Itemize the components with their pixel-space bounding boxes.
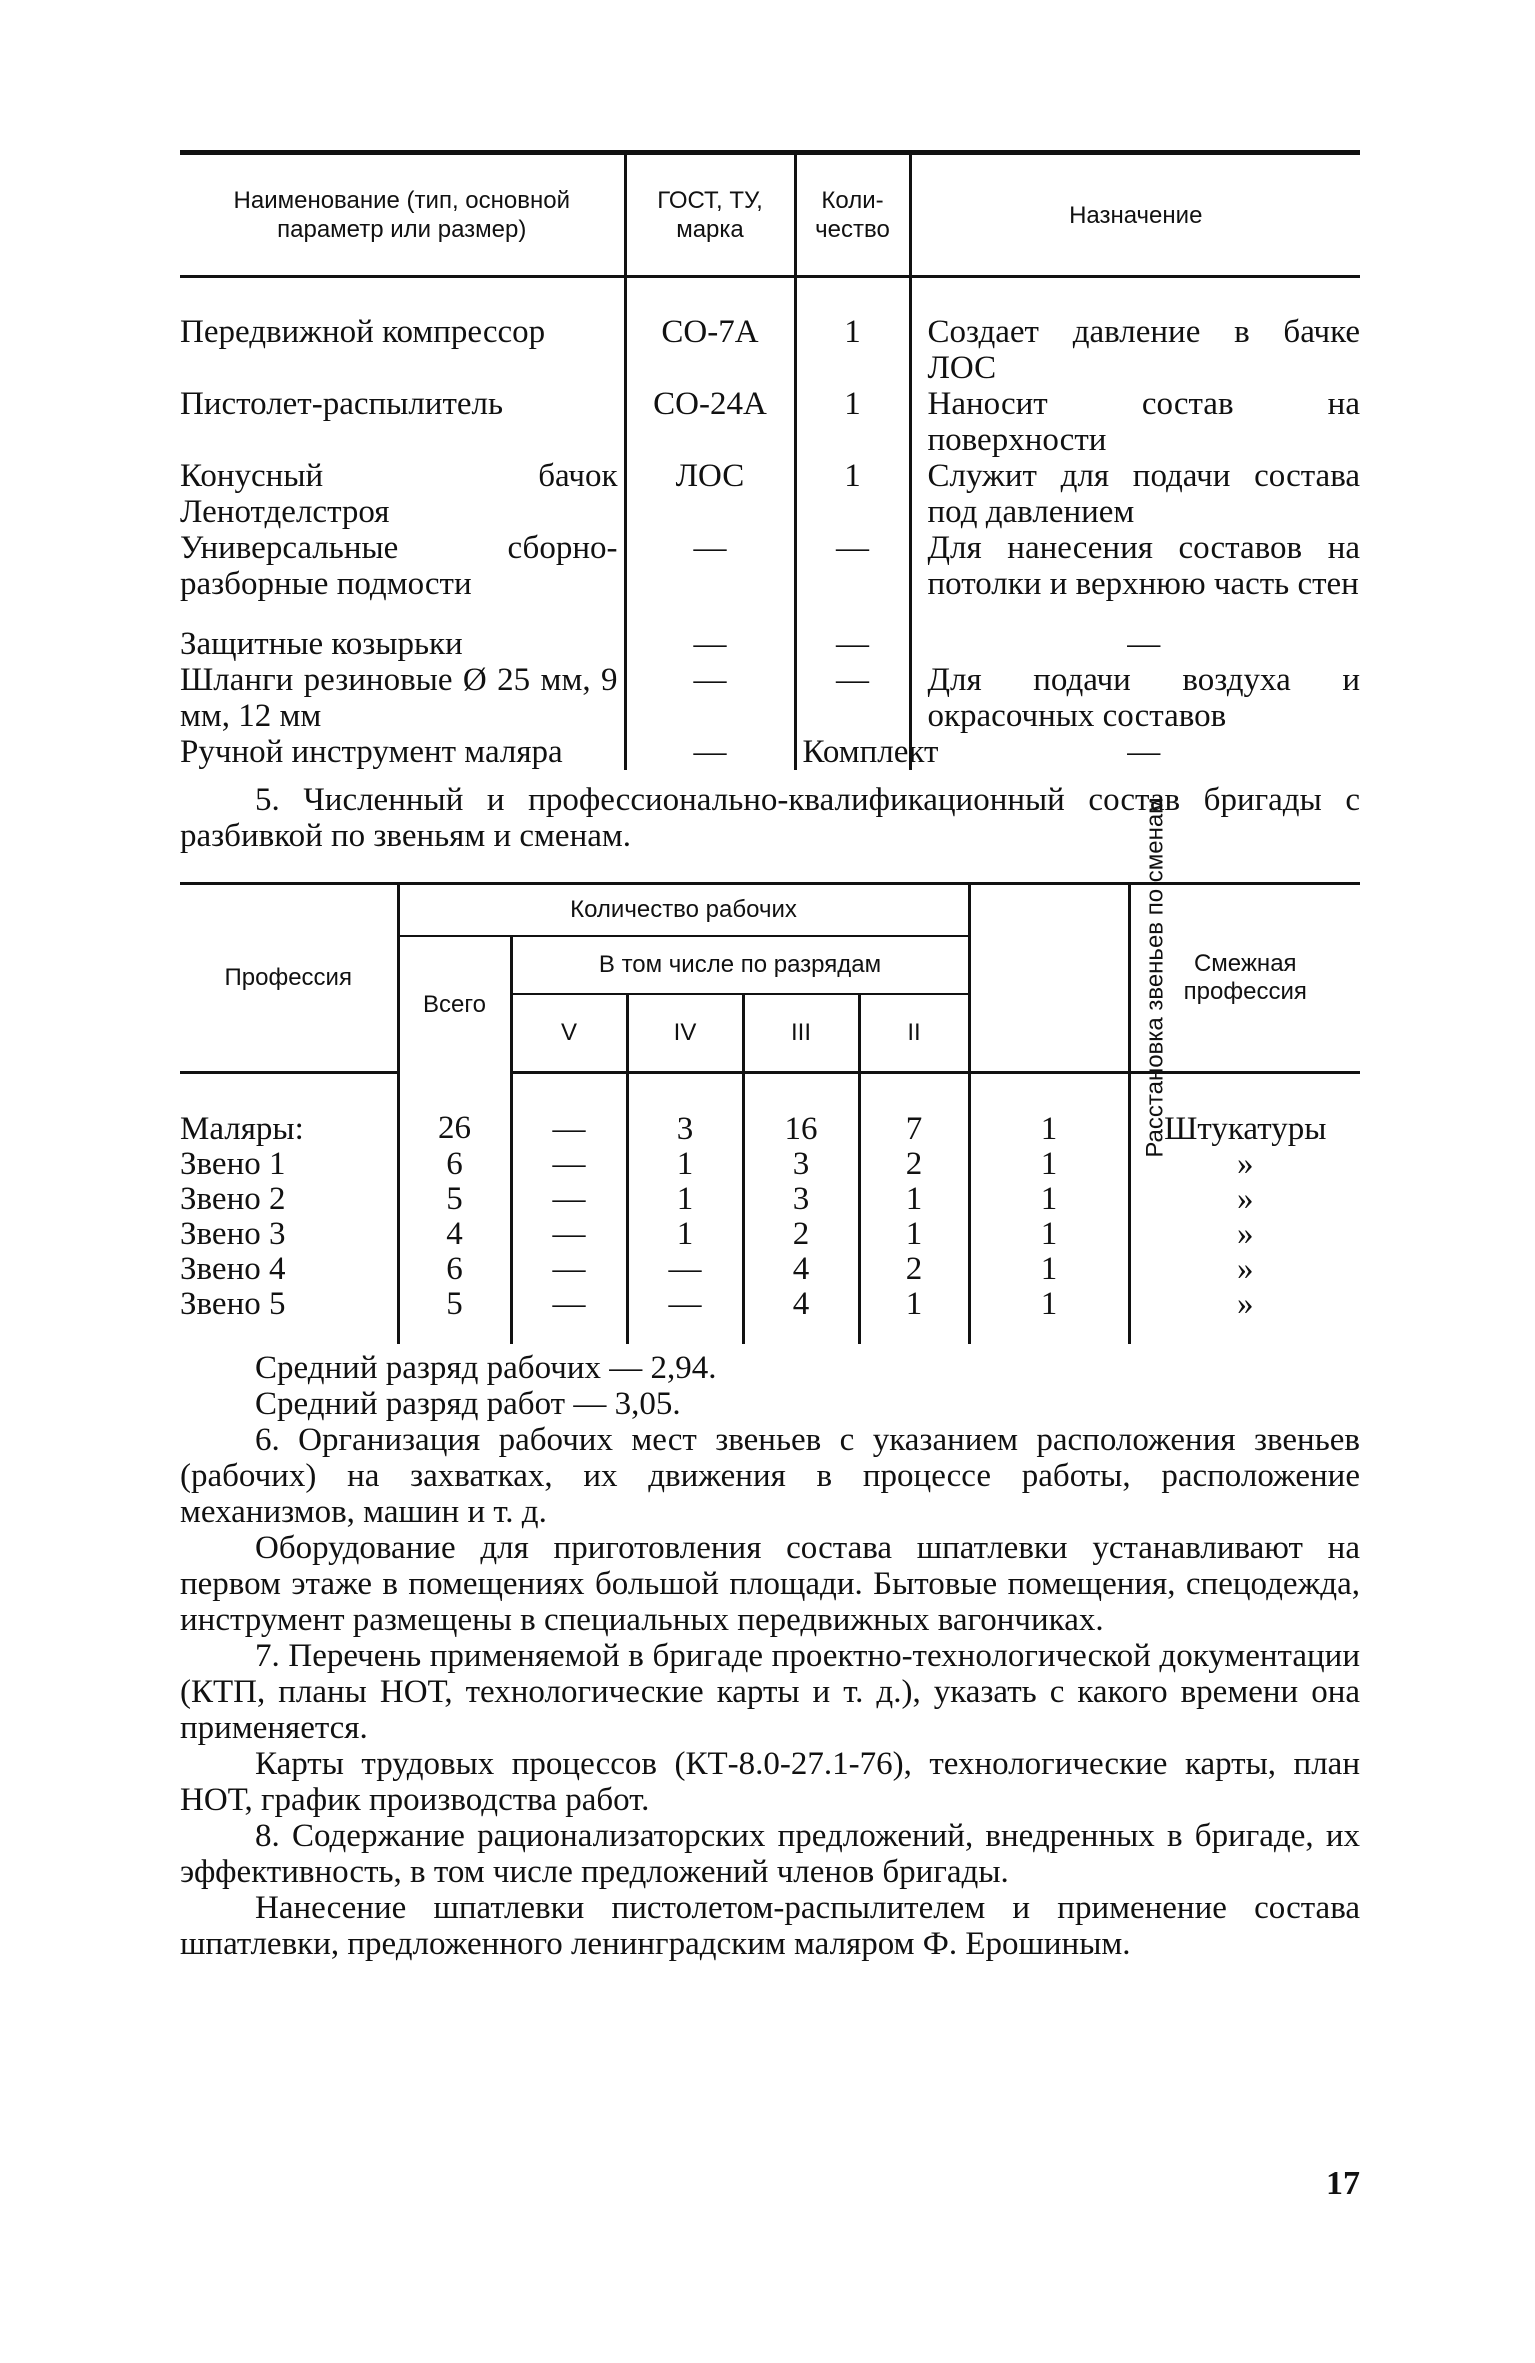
cell-grade-iii: 2 — [743, 1217, 859, 1252]
cell-purpose: — — [910, 734, 1360, 770]
cell-related: » — [1129, 1217, 1360, 1252]
cell-grade-iii: 3 — [743, 1182, 859, 1217]
table-row — [180, 1073, 1360, 1148]
cell-name: Ручной инструмент маляра — [180, 734, 563, 770]
cell-name: Передвижной компрессор — [180, 314, 546, 350]
cell-total: 4 — [398, 1217, 511, 1252]
cell-total: 5 — [398, 1287, 511, 1344]
cell-grade-ii: 2 — [859, 1252, 969, 1287]
header-grade-v: V — [511, 994, 627, 1073]
cell-profession: Маляры: — [180, 1111, 304, 1147]
cell-grade-iv: — — [627, 1252, 743, 1287]
header-workers-count: Количество рабочих — [398, 884, 969, 937]
cell-grade-v: — — [511, 1147, 627, 1182]
cell-shift: 1 — [969, 1217, 1129, 1252]
cell-grade-iv: — — [627, 1287, 743, 1344]
cell-qty: — — [795, 602, 910, 662]
cell-grade-iii: 4 — [743, 1287, 859, 1344]
header-total: Всего — [398, 936, 511, 1073]
cell-purpose: Служит для подачи состава под давлением — [910, 458, 1360, 530]
cell-profession: Звено 4 — [180, 1251, 286, 1287]
item-5-text: 5. Численный и профессионально-квалификационный состав бригады с разбивкой по звеньям и сменам. — [180, 782, 1360, 854]
equipment-table — [180, 150, 1360, 770]
equipment-paragraph: Оборудование для приготовления состава шпатлевки устанавливают на первом этаже в помещениях большой площади. Бытовые помещения, спецодежда, инструмент размещены в специальных передвижных вагончиках. — [180, 1530, 1360, 1638]
cell-qty: — — [795, 662, 910, 734]
cell-name: Шланги резиновые Ø 25 мм, 9 мм, 12 мм — [180, 662, 618, 734]
cell-related: » — [1129, 1182, 1360, 1217]
cell-gost: — — [625, 602, 795, 662]
cell-profession: Звено 1 — [180, 1146, 286, 1182]
cell-purpose: Создает давление в бачке ЛОС — [910, 277, 1360, 387]
cell-purpose: Наносит состав на поверхности — [910, 386, 1360, 458]
avg-grade-work: Средний разряд работ — 3,05. — [255, 1386, 681, 1422]
cell-qty: Комплект — [795, 734, 910, 770]
cell-grade-iv: 1 — [627, 1182, 743, 1217]
table-row — [180, 1182, 1360, 1217]
table-row — [180, 386, 1360, 458]
header-grade-ii: II — [859, 994, 969, 1073]
item-7-text: 7. Перечень применяемой в бригаде проектно-технологической документации (КТП, планы НОТ, технологические карты и т. д.), указать с какого времени она применяется. — [180, 1638, 1360, 1746]
cell-name: Защитные козырьки — [180, 626, 463, 662]
table-row — [180, 662, 1360, 734]
cell-gost: ЛОС — [625, 458, 795, 530]
page-number: 17 — [1326, 2165, 1360, 2202]
header-quantity: Коли-чество — [795, 153, 910, 277]
proposal-paragraph: Нанесение шпатлевки пистолетом-распылителем и применение состава шпатлевки, предложенного ленинградским маляром Ф. Ерошиным. — [180, 1890, 1360, 1962]
cell-shift: 1 — [969, 1182, 1129, 1217]
cell-grade-ii: 2 — [859, 1147, 969, 1182]
cell-purpose: Для нанесения составов на потолки и верхнюю часть стен — [910, 530, 1360, 602]
cell-related: » — [1129, 1287, 1360, 1344]
avg-grade-workers: Средний разряд рабочих — 2,94. — [255, 1350, 717, 1386]
cell-qty: 1 — [795, 458, 910, 530]
cell-gost: — — [625, 662, 795, 734]
cell-purpose: — — [910, 602, 1360, 662]
equipment-table-header — [180, 153, 1360, 277]
header-name: Наименование (тип, основной параметр или размер) — [180, 153, 625, 277]
cell-grade-iii: 16 — [743, 1073, 859, 1148]
cell-gost: — — [625, 530, 795, 602]
cell-qty: — — [795, 530, 910, 602]
table-row — [180, 1287, 1360, 1344]
table-row — [180, 458, 1360, 530]
cell-grade-ii: 7 — [859, 1073, 969, 1148]
cell-total: 5 — [398, 1182, 511, 1217]
cell-name: Пистолет-распылитель — [180, 386, 504, 422]
header-grade-iii: III — [743, 994, 859, 1073]
cell-grade-ii: 1 — [859, 1217, 969, 1252]
cell-grade-v: — — [511, 1182, 627, 1217]
cell-grade-ii: 1 — [859, 1287, 969, 1344]
cell-shift: 1 — [969, 1287, 1129, 1344]
header-profession: Профессия — [180, 884, 398, 1073]
cell-qty: 1 — [795, 277, 910, 387]
header-purpose: Назначение — [910, 153, 1360, 277]
cell-grade-iv: 1 — [627, 1147, 743, 1182]
cell-profession: Звено 3 — [180, 1216, 286, 1252]
cell-qty: 1 — [795, 386, 910, 458]
header-related-profession: Смежная профессия — [1129, 884, 1360, 1073]
cell-related: » — [1129, 1252, 1360, 1287]
cell-total: 6 — [398, 1252, 511, 1287]
cell-grade-v: — — [511, 1073, 627, 1148]
table-row — [180, 602, 1360, 662]
cell-related: Штукатуры — [1129, 1073, 1360, 1148]
cell-grade-iii: 4 — [743, 1252, 859, 1287]
cell-gost: — — [625, 734, 795, 770]
header-by-grade: В том числе по разрядам — [511, 936, 969, 994]
cell-grade-v: — — [511, 1252, 627, 1287]
table-row — [180, 1217, 1360, 1252]
cell-grade-iii: 3 — [743, 1147, 859, 1182]
cell-purpose: Для подачи воздуха и окрасочных составов — [910, 662, 1360, 734]
table-row — [180, 734, 1360, 770]
header-grade-iv: IV — [627, 994, 743, 1073]
cell-total: 26 — [398, 1073, 511, 1148]
table-row — [180, 530, 1360, 602]
cell-shift: 1 — [969, 1147, 1129, 1182]
cell-name: Универсальные сборно-разборные подмости — [180, 530, 618, 602]
cell-shift: 1 — [969, 1073, 1129, 1148]
page-content — [180, 150, 1360, 2202]
item-6-text: 6. Организация рабочих мест звеньев с указанием расположения звеньев (рабочих) на захватках, их движения в процессе работы, расположение механизмов, машин и т. д. — [180, 1422, 1360, 1530]
item-8-text: 8. Содержание рационализаторских предложений, внедренных в бригаде, их эффективность, в том числе предложений членов бригады. — [180, 1818, 1360, 1890]
cell-name: Конусный бачок Ленотделстроя — [180, 458, 618, 530]
cell-gost: СО-24А — [625, 386, 795, 458]
cell-grade-ii: 1 — [859, 1182, 969, 1217]
cell-profession: Звено 5 — [180, 1286, 286, 1322]
header-shift-distribution: Расстановка звеньев по сменам — [969, 884, 1129, 1073]
process-maps-paragraph: Карты трудовых процессов (КТ-8.0-27.1-76), технологические карты, план НОТ, график производства работ. — [180, 1746, 1360, 1818]
cell-grade-iv: 3 — [627, 1073, 743, 1148]
table-row — [180, 1252, 1360, 1287]
table-row — [180, 277, 1360, 387]
cell-grade-v: — — [511, 1287, 627, 1344]
table-row — [180, 1147, 1360, 1182]
cell-grade-iv: 1 — [627, 1217, 743, 1252]
cell-profession: Звено 2 — [180, 1181, 286, 1217]
header-gost: ГОСТ, ТУ, марка — [625, 153, 795, 277]
cell-grade-v: — — [511, 1217, 627, 1252]
cell-total: 6 — [398, 1147, 511, 1182]
cell-related: » — [1129, 1147, 1360, 1182]
cell-gost: СО-7А — [625, 277, 795, 387]
cell-shift: 1 — [969, 1252, 1129, 1287]
